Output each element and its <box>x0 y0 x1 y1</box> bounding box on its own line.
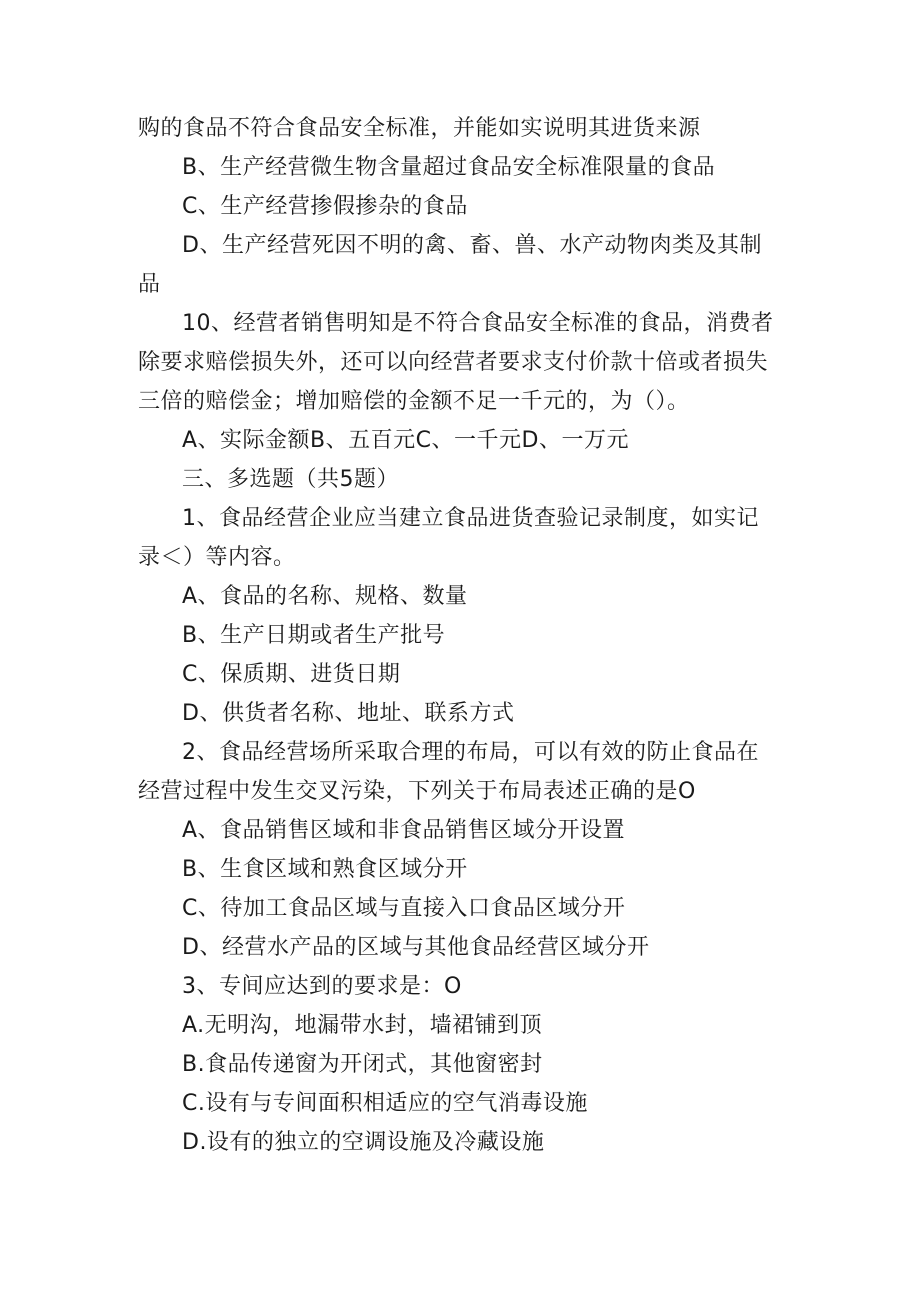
text-line: C、生产经营掺假掺杂的食品 <box>182 194 468 219</box>
text-line: D、供货者名称、地址、联系方式 <box>182 701 515 726</box>
text-line: D.设有的独立的空调设施及冷藏设施 <box>182 1130 545 1155</box>
text-line: A、食品的名称、规格、数量 <box>182 584 468 609</box>
text-line: C、保质期、进货日期 <box>182 662 401 687</box>
text-line: B、生食区域和熟食区域分开 <box>182 857 468 882</box>
text-line: D、生产经营死因不明的禽、畜、兽、水产动物肉类及其制 <box>182 233 762 258</box>
text-line: 品 <box>138 272 161 297</box>
text-line: A、实际金额B、五百元C、一千元D、一万元 <box>182 428 629 453</box>
text-line: A、食品销售区域和非食品销售区域分开设置 <box>182 818 626 843</box>
text-line: 除要求赔偿损失外，还可以向经营者要求支付价款十倍或者损失 <box>138 350 769 375</box>
text-line: 录＜）等内容。 <box>138 545 296 570</box>
text-line: 10、经营者销售明知是不符合食品安全标准的食品，消费者 <box>182 311 774 336</box>
text-line: C.设有与专间面积相适应的空气消毒设施 <box>182 1091 588 1116</box>
text-line: 3、专间应达到的要求是：O <box>182 974 462 999</box>
document-body <box>138 109 788 1162</box>
text-line: B.食品传递窗为开闭式，其他窗密封 <box>182 1052 543 1077</box>
text-line: 2、食品经营场所采取合理的布局，可以有效的防止食品在 <box>182 740 759 765</box>
text-line: D、经营水产品的区域与其他食品经营区域分开 <box>182 935 650 960</box>
text-line: A.无明沟，地漏带水封，墙裙铺到顶 <box>182 1013 543 1038</box>
text-line: 三、多选题（共5题） <box>182 467 399 492</box>
text-line: 三倍的赔偿金；增加赔偿的金额不足一千元的，为（）。 <box>138 389 690 414</box>
text-line: B、生产日期或者生产批号 <box>182 623 446 648</box>
text-line: 1、食品经营企业应当建立食品进货查验记录制度，如实记 <box>182 506 759 531</box>
text-line: B、生产经营微生物含量超过食品安全标准限量的食品 <box>182 155 716 180</box>
text-line: 购的食品不符合食品安全标准，并能如实说明其进货来源 <box>138 116 701 141</box>
text-line: 经营过程中发生交叉污染，下列关于布局表述正确的是O <box>138 779 696 804</box>
text-line: C、待加工食品区域与直接入口食品区域分开 <box>182 896 626 921</box>
